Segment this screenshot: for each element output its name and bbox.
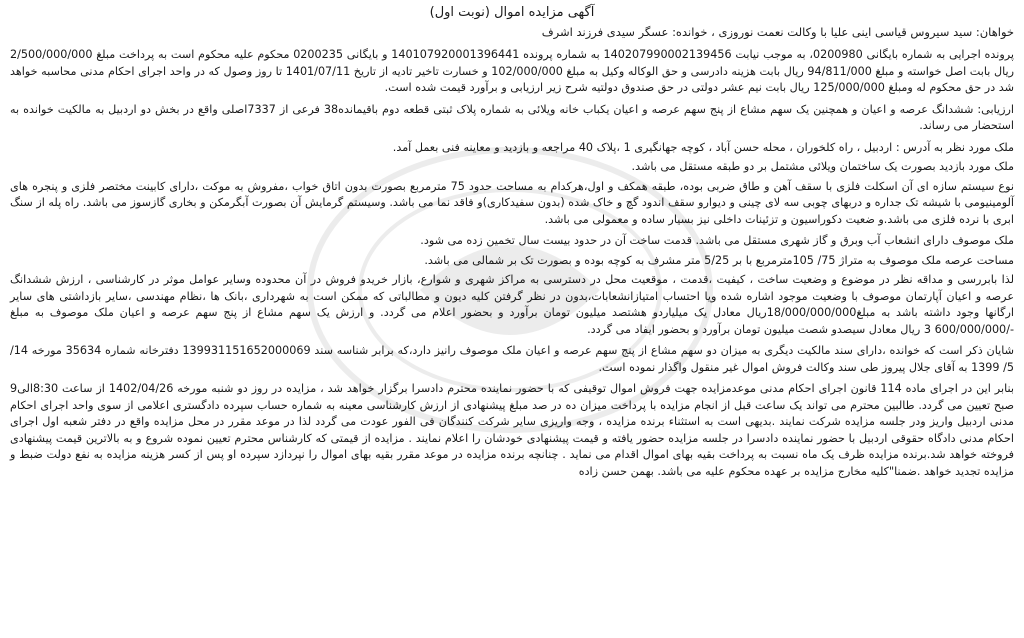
ownership-paragraph: شایان ذکر است که خوانده ،دارای سند مالکیت دیگری به میزان دو سهم مشاع از پنج سهم عرصه و اعیان ملک موصوف رانیز دارد،که برابر شناسه سند 139931151652000069 دفترخانه شماره 35634 مورخه 14/ 5/ 1399 به آقای جلال پیروز طی سند وکالت فروش اموال غیر منقول واگذار نموده است.: [10, 344, 1014, 374]
valuation-paragraph: لذا بابررسی و مداقه نظر در موضوع و وضعیت ساخت ، کیفیت ،قدمت ، موقعیت محل در دسترسی به مراکز شهری و شوارع، بازار خریدو فروش در آن محدوده وسایر عوامل موثر در کارشناسی ، ارزش ششدانگ عرصه و اعیان آپارتمان موصوف با وضعیت موجود اشاره شده ویا احتساب امتیازانشعابات،بدون در نظر گرفتن کلیه دیون و مطالباتی که ممکن است به شهرداری ،بانک ها ،نظام مهندسی ،سایر بازداشتی های سایر ارگانها وجود داشته باشد به مبلغ18/000/000/000ریال معادل یک میلیاردو هشتصد میلیون تومان برآورد و بحضور اعلام می گردد. و ارزش یک سهم مشاع از پنج سهم عرصه و اعیان ملک موصوف به مبلغ -/600/000/000 3 ریال معادل سیصدو شصت میلیون تومان برآورد و بحضور ایفاد می گردد.: [10, 273, 1015, 336]
appraisal-paragraph: ارزیابی: ششدانگ عرصه و اعیان و همچنین یک سهم مشاع از پنج سهم عرصه و اعیان یکباب خانه ویلائی به شماره پلاک ثبتی قطعه دوم باقیمانده38 فرعی از 7337اصلی واقع در بخش دو اردبیل به مالکیت خوانده به استحضار می رساند.: [10, 102, 1014, 132]
notice-title: آگهی مزایده اموال (نوبت اول): [429, 5, 595, 20]
address-paragraph: ملک مورد نظر به آدرس : اردبیل ، راه کلخوران ، محله حسن آباد ، کوچه جهانگیری 1 ،پلاک 40 مراجعه و بازدید و معاینه فنی بعمل آمد.: [392, 140, 1014, 154]
area-paragraph: مساحت عرصه ملک موصوف به متراژ 75/ 105مترمربع با بر 5/25 متر مشرف به کوچه بوده و بصورت تک بر شمالی می باشد.: [424, 253, 1014, 267]
case-paragraph: پرونده اجرایی به شماره بایگانی 0200980، به موجب نیابت 140207990002139456 به شماره پرونده 140107920001396441 و بایگانی 0200235 محکوم علیه محکوم است به پرداخت مبلغ 2/500/000/000 ریال بابت اصل خواسته و مبلغ 94/811/000 ریال بابت هزینه دادرسی و حق الوکاله وکیل به مبلغ 102/000/000 و خسارت تاخیر تادیه از تاریخ 1401/07/11 تا روز وصول که در واحد اجرای احکام مدنی محاسبه خواهد شد در حق محکوم له ومبلغ 125/000/000 ریال بابت نیم عشر دولتی در حق صندوق دولتیه شرح زیر ارزیابی و برآورد قیمت شده است.: [10, 48, 1015, 94]
auction-terms-paragraph: بنابر این در اجرای ماده 114 قانون اجرای احکام مدنی موعدمزایده جهت فروش اموال توقیفی که با حضور نماینده محترم دادسرا برگزار خواهد شد ، مزایده در روز دو شنبه مورخه 1402/04/26 از ساعت 8:30الی9 صبح تعیین می گردد. طالبین محترم می تواند یک ساعت قبل از انجام مزایده با پرداخت میزان ده در صد مبلغ پیشنهادی از ارزش کارشناسی معینه به شماره حساب سپرده دادگستری اعلامی از سوی واحد اجرای احکام مدنی اردبیل واریز ودر جلسه مزایده شرکت نمایند .بدیهی است به استثناء برنده مزایده ، وجه واریزی سایر شرکت کنندگان فی الفور عودت می گردد لذا در موعد مقرر در محل مزایده واقع در دفتر شعبه اول اجرای احکام مدنی دادگاه حقوقی اردبیل با حضور نماینده دادسرا در جلسه مزایده حضور یافته و قیمت پیشنهادی خودشان را اعلام نمایند . مزایده از قیمتی که کارشناس محترم تعیین نموده شروع و به بالاترین قیمت پیشنهادی فروخته خواهد شد.برنده مزایده ظرف یک ماه نسبت به پرداخت بقیه بهای اموال اقدام می نماید . چنانچه برنده مزایده در موعد مقرر بقیه بهای اموال را نپردازد سپرده او پس از کسر هزینه مزایده به نفع دولت ضبط و مزایده تجدید خواهد .ضمنا"کلیه مخارج مزایده بر عهده محکوم علیه می باشد. بهمن حسن زاده: [10, 382, 1014, 478]
utilities-paragraph: ملک موصوف دارای انشعاب آب وبرق و گاز شهری مستقل می باشد. قدمت ساخت آن در حدود بیست سال تخمین زده می شود.: [420, 234, 1014, 247]
building-paragraph: ملک مورد بازدید بصورت یک ساختمان ویلائی مشتمل بر دو طبقه مستقل می باشد.: [631, 160, 1014, 173]
parties-line: خواهان: سید سیروس قیاسی اینی علیا با وکالت نعمت نوروزی ، خوانده: عسگر سیدی فرزند اشرف: [541, 25, 1014, 39]
structure-paragraph: نوع سیستم سازه ای آن اسکلت فلزی با سقف آهن و طاق ضربی بوده، طبقه همکف و اول،هرکدام به مساحت حدود 75 مترمربع بصورت بدون اتاق خواب ،مفروش به موکت ،دارای کابینت مختصر فلزی و پنجره های آلومینیومی با شیشه تک جداره و دربهای چوبی سه لای چینی و دیوارو سقف اندود گچ و خاک شده (بدون سفیدکاری)و فاقد نما می باشد. وسیستم گرمایش آن بصورت آبگرمکن و بخاری گازسوز می باشد. راه پله از سنگ ابری با نرده فلزی می باشد.و ضعیت دکوراسیون و تزئینات داخلی نیز بسیار ساده و معمولی می باشد.: [10, 179, 1014, 226]
